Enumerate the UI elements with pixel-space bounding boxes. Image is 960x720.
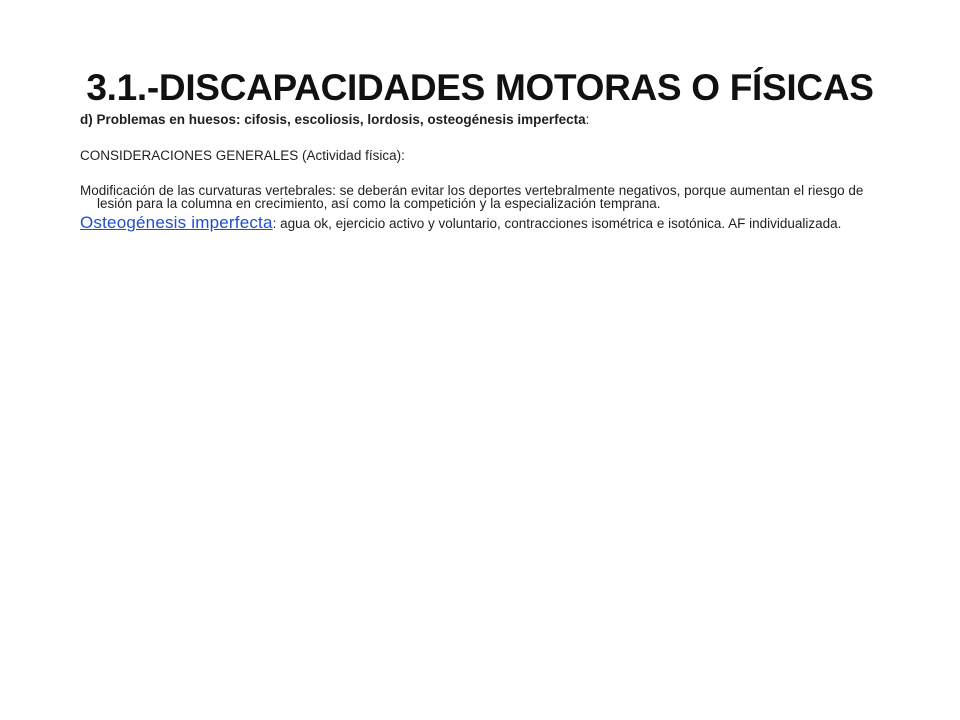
- osteogenesis-paragraph: [80, 213, 880, 232]
- subheading-tail: :: [585, 112, 590, 127]
- subheading-bold: d) Problemas en huesos: cifosis, escoliosis, lordosis, osteogénesis imperfecta: [80, 112, 586, 127]
- osteogenesis-text: : agua ok, ejercicio activo y voluntario, contracciones isométrica e isotónica. AF individualizada.: [272, 216, 842, 231]
- osteogenesis-link[interactable]: Osteogénesis imperfecta: [80, 213, 273, 232]
- subheading: [80, 112, 880, 128]
- slide-title: 3.1.-DISCAPACIDADES MOTORAS O FÍSICAS: [86, 67, 874, 108]
- curvature-paragraph: Modificación de las curvaturas vertebrales: se deberán evitar los deportes vertebralmente negativos, porque aumentan el riesgo de lesión para la columna en crecimiento, así como la competición y la especialización temprana.: [80, 183, 864, 211]
- considerations-heading: CONSIDERACIONES GENERALES (Actividad física):: [80, 148, 405, 163]
- slide-content: [80, 112, 880, 230]
